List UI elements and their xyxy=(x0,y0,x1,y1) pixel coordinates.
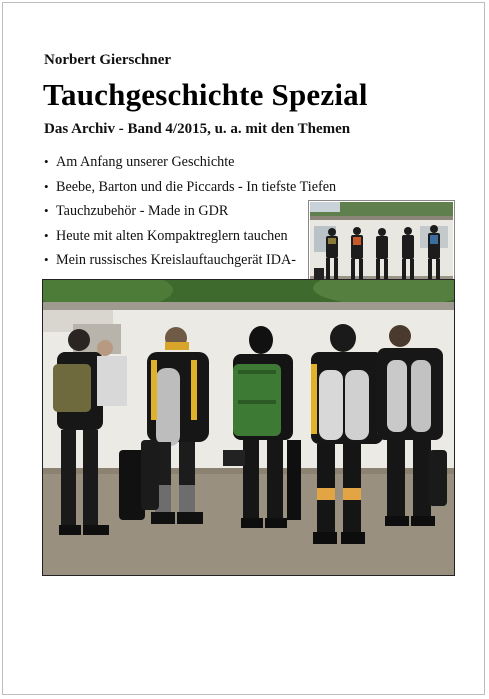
topic-text: Beebe, Barton und die Piccards - In tiefste Tiefen xyxy=(56,178,337,195)
topic-list xyxy=(44,152,336,275)
bullet-icon: • xyxy=(44,154,49,169)
topic-text: Heute mit alten Kompaktreglern tauchen xyxy=(56,227,288,244)
bullet-icon: • xyxy=(44,227,49,243)
topic-item xyxy=(44,177,336,202)
topic-item xyxy=(44,152,336,177)
topic-item xyxy=(44,201,336,226)
bullet-icon: • xyxy=(44,252,49,268)
topic-text: Mein russisches Kreislauftauchgerät IDA- xyxy=(56,252,296,269)
topic-item xyxy=(44,250,336,275)
topic-text: Tauchzubehör - Made in GDR xyxy=(56,203,229,220)
author-name: Norbert Gierschner xyxy=(44,52,172,68)
bullet-icon: • xyxy=(44,203,49,219)
book-subtitle: Das Archiv - Band 4/2015, u. a. mit den Themen xyxy=(44,121,351,137)
main-photo xyxy=(42,279,455,576)
bullet-icon: • xyxy=(44,178,49,194)
book-title: Tauchgeschichte Spezial xyxy=(43,77,368,112)
topic-text: Am Anfang unserer Geschichte xyxy=(56,154,235,170)
topic-item xyxy=(44,226,336,251)
main-photo-image xyxy=(43,280,454,575)
